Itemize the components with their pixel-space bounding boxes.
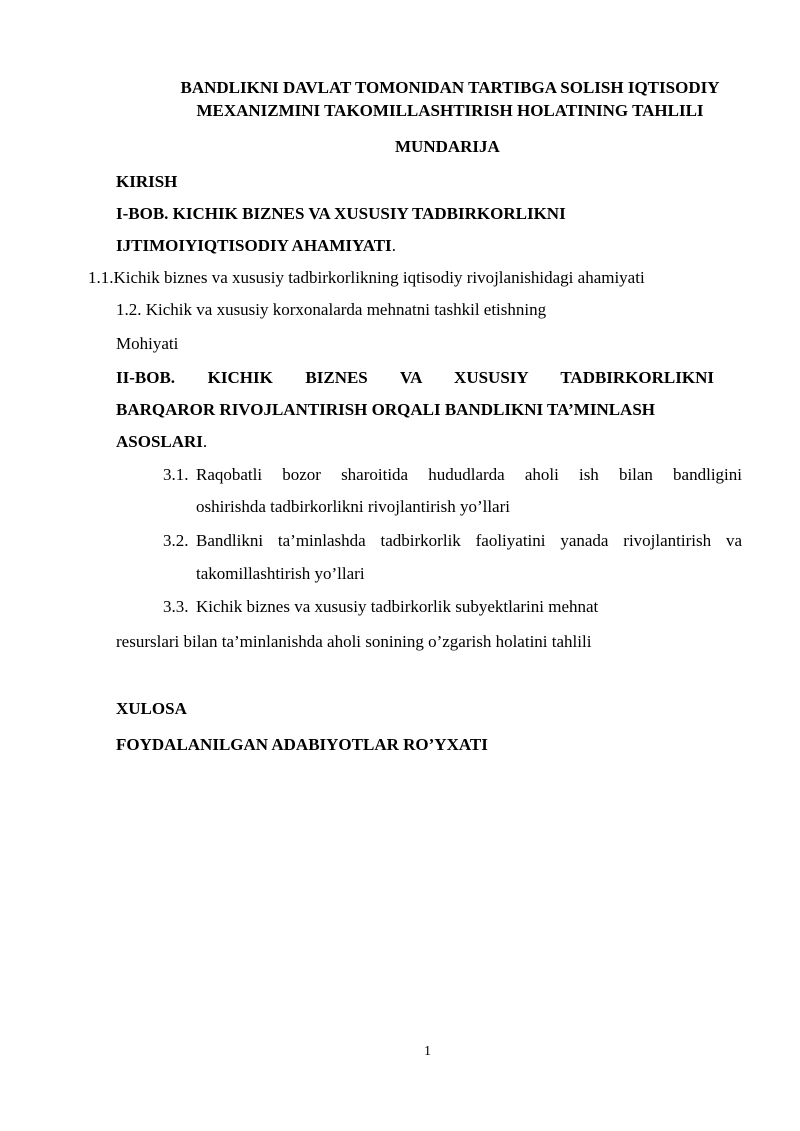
document-title-line-1: BANDLIKNI DAVLAT TOMONIDAN TARTIBGA SOLISH IQTISODIY <box>180 78 720 97</box>
toc-section-3-2-line2: takomillashtirish yo’llari <box>196 564 365 583</box>
contents-heading: MUNDARIJA <box>395 137 500 156</box>
toc-chapter2-period: . <box>202 432 208 451</box>
toc-chapter2-line3 <box>116 432 207 452</box>
toc-chapter2-line1: II-BOB. KICHIK BIZNES VA XUSUSIY TADBIRKORLIKNI <box>116 368 714 387</box>
toc-section-3-2-number: 3.2. <box>163 531 189 550</box>
toc-section-1-2-line2: Mohiyati <box>116 334 179 353</box>
toc-chapter1-title: IJTIMOIYIQTISODIY AHAMIYATI <box>116 236 392 255</box>
toc-conclusion: XULOSA <box>116 699 187 718</box>
toc-section-3-1-number: 3.1. <box>163 465 189 484</box>
toc-references: FOYDALANILGAN ADABIYOTLAR RO’YXATI <box>116 735 488 754</box>
toc-section-1-1: 1.1.Kichik biznes va xususiy tadbirkorlikning iqtisodiy rivojlanishidagi ahamiyati <box>88 268 645 287</box>
toc-chapter1-line2 <box>116 236 396 256</box>
toc-section-1-2-line1: 1.2. Kichik va xususiy korxonalarda mehnatni tashkil etishning <box>116 300 547 319</box>
toc-section-3-3-line1: Kichik biznes va xususiy tadbirkorlik subyektlarini mehnat <box>196 597 599 616</box>
toc-section-3-3-number: 3.3. <box>163 597 189 616</box>
document-title-line-2: MEXANIZMINI TAKOMILLASHTIRISH HOLATINING TAHLILI <box>196 101 704 120</box>
toc-intro: KIRISH <box>116 172 178 191</box>
toc-section-3-3-line2: resurslari bilan ta’minlanishda aholi sonining o’zgarish holatini tahlili <box>116 632 592 651</box>
toc-section-3-2-line1: Bandlikni ta’minlashda tadbirkorlik faoliyatini yanada rivojlantirish va <box>196 531 742 550</box>
toc-section-3-1-line1: Raqobatli bozor sharoitida hududlarda aholi ish bilan bandligini <box>196 465 742 484</box>
toc-chapter2-line2: BARQAROR RIVOJLANTIRISH ORQALI BANDLIKNI TA’MINLASH <box>116 400 656 419</box>
toc-chapter1-period: . <box>391 236 396 255</box>
toc-section-3-1-line2: oshirishda tadbirkorlikni rivojlantirish yo’llari <box>196 497 510 516</box>
page-number: 1 <box>424 1044 431 1059</box>
toc-chapter1-line1: I-BOB. KICHIK BIZNES VA XUSUSIY TADBIRKORLIKNI <box>116 204 566 223</box>
toc-chapter2-title-end: ASOSLARI <box>116 432 203 451</box>
